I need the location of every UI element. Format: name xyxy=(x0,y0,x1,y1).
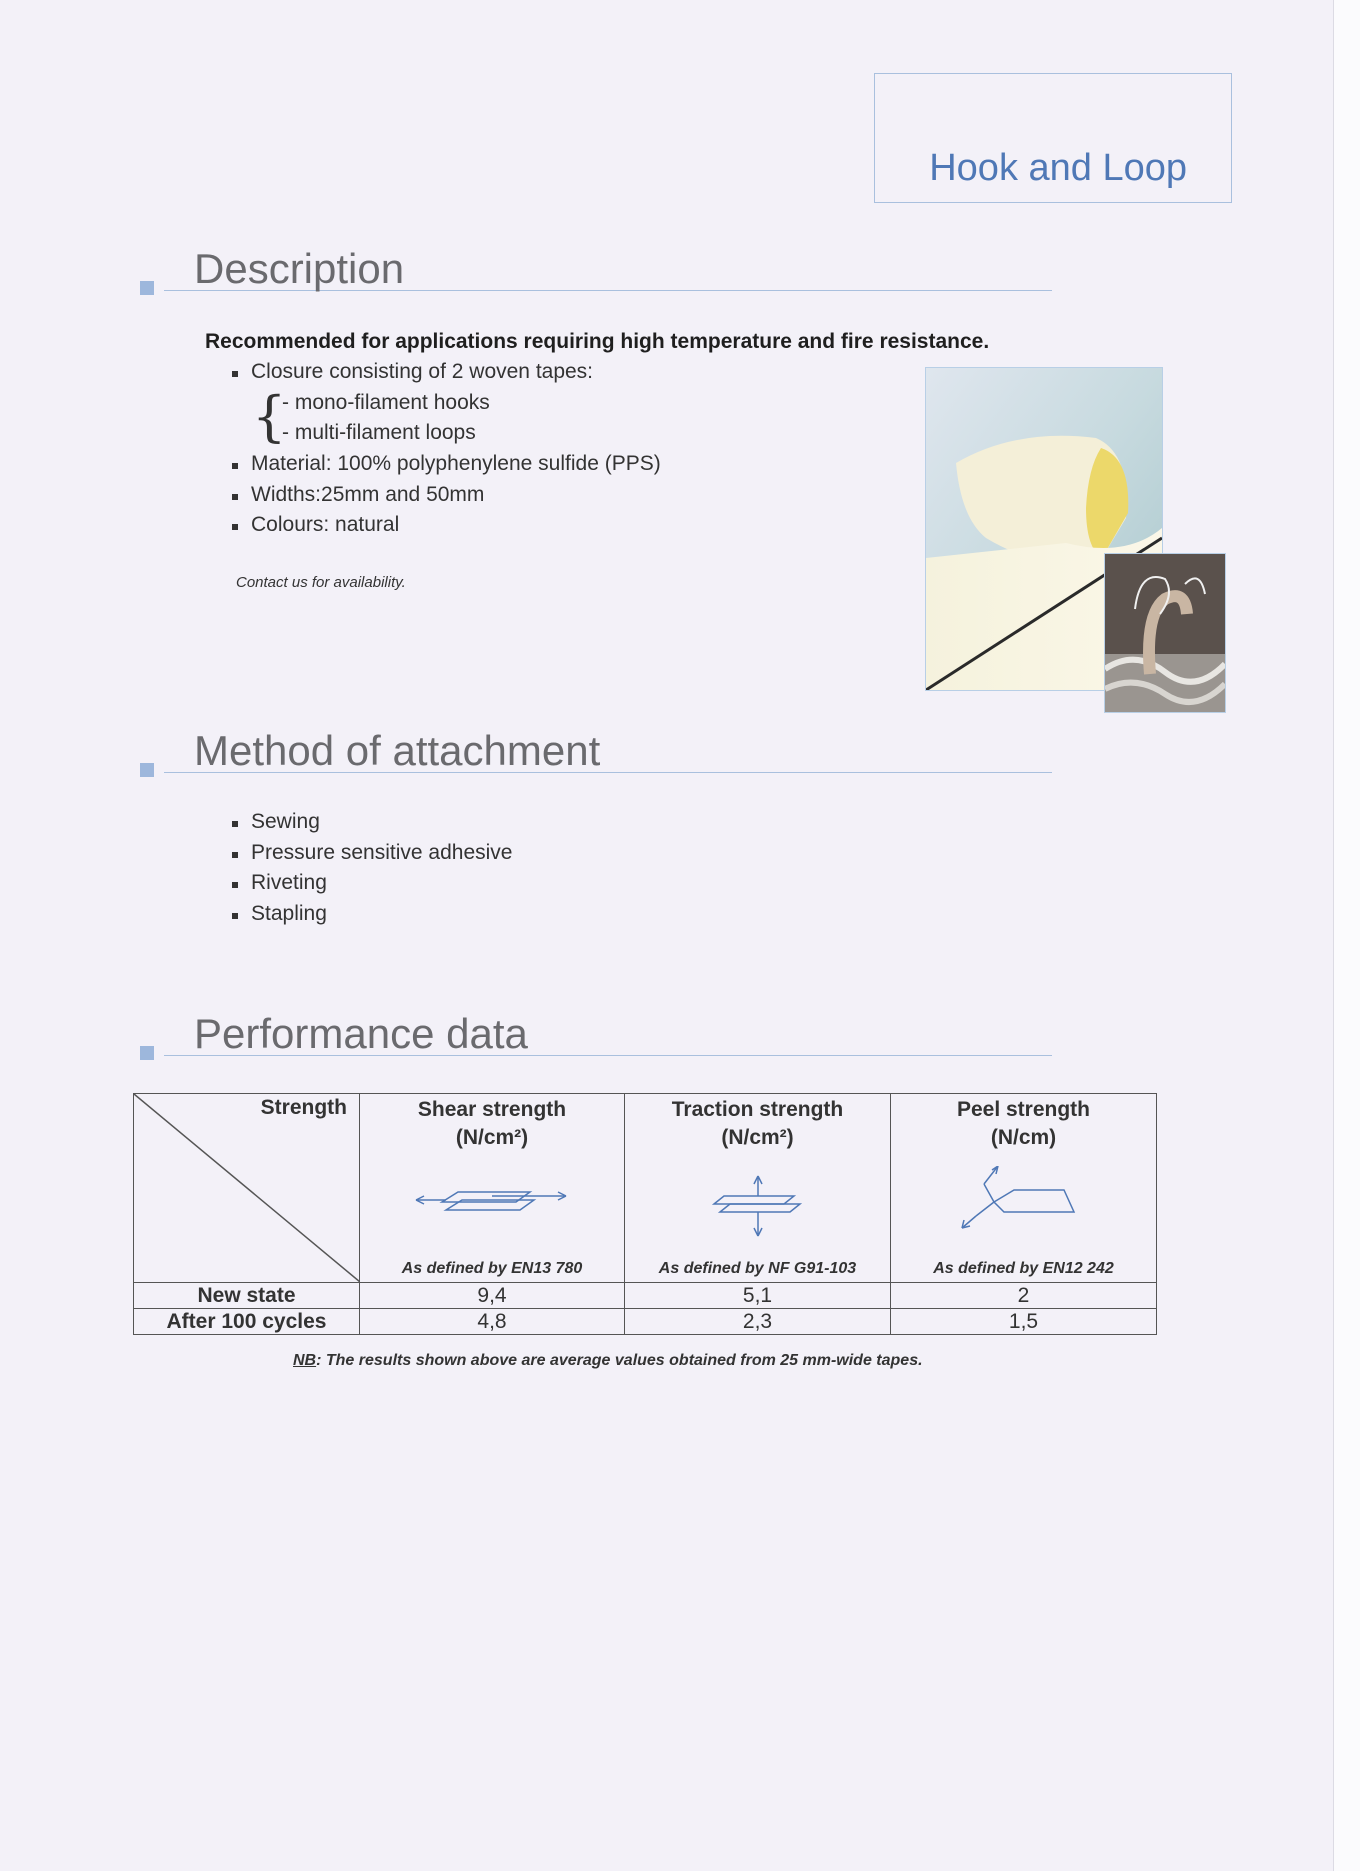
hook-closeup-photo xyxy=(1104,553,1226,713)
row-label: After 100 cycles xyxy=(134,1309,360,1335)
traction-test-icon xyxy=(698,1174,818,1238)
description-lead: Recommended for applications requiring high temperature and fire resistance. xyxy=(205,330,990,353)
diagonal-line xyxy=(134,1094,360,1282)
attachment-list xyxy=(230,810,512,932)
list-item: Closure consisting of 2 woven tapes: xyxy=(230,360,593,391)
table-cell: 9,4 xyxy=(360,1283,625,1309)
list-item: Pressure sensitive adhesive xyxy=(230,841,512,872)
footnote-text: : The results shown above are average values obtained from 25 mm-wide tapes. xyxy=(316,1352,923,1369)
list-item: Colours: natural xyxy=(230,513,661,544)
page-edge xyxy=(1333,0,1360,1871)
description-heading-text: Description xyxy=(194,245,405,292)
column-title: Shear strength xyxy=(417,1098,567,1121)
column-header-peel xyxy=(891,1094,1157,1283)
column-unit: (N/cm²) xyxy=(455,1126,529,1149)
table-cell: 2 xyxy=(891,1283,1157,1309)
column-title: Peel strength xyxy=(956,1098,1091,1121)
contact-note: Contact us for availability. xyxy=(236,574,406,591)
table-cell: 4,8 xyxy=(360,1309,625,1335)
section-marker xyxy=(140,763,154,777)
column-definition: As defined by EN12 242 xyxy=(933,1260,1114,1277)
attachment-heading-text: Method of attachment xyxy=(194,727,601,774)
sub-item: - multi-filament loops xyxy=(282,421,476,444)
list-item: Sewing xyxy=(230,810,512,841)
title-box xyxy=(874,73,1232,203)
column-unit: (N/cm²) xyxy=(721,1126,794,1149)
corner-label: Strength xyxy=(260,1096,347,1119)
column-definition: As defined by NF G91-103 xyxy=(658,1260,857,1277)
table-header-row xyxy=(134,1094,1157,1283)
performance-heading-text: Performance data xyxy=(194,1010,528,1057)
footnote xyxy=(293,1352,923,1370)
list-item: Widths:25mm and 50mm xyxy=(230,483,661,514)
footnote-prefix: NB xyxy=(293,1352,317,1369)
corner-cell xyxy=(134,1094,360,1283)
description-list-2 xyxy=(230,452,661,544)
list-item: Material: 100% polyphenylene sulfide (PPS) xyxy=(230,452,661,483)
column-unit: (N/cm) xyxy=(990,1126,1057,1149)
attachment-heading xyxy=(140,727,1052,779)
section-marker xyxy=(140,281,154,295)
performance-heading xyxy=(140,1010,1052,1062)
table-row xyxy=(134,1309,1157,1335)
shear-test-icon xyxy=(412,1174,572,1224)
section-marker xyxy=(140,1046,154,1060)
performance-table xyxy=(133,1093,1157,1335)
list-item: Stapling xyxy=(230,902,512,933)
column-definition: As defined by EN13 780 xyxy=(401,1260,583,1277)
table-cell: 5,1 xyxy=(625,1283,891,1309)
table-cell: 1,5 xyxy=(891,1309,1157,1335)
column-header-shear xyxy=(360,1094,625,1283)
table-cell: 2,3 xyxy=(625,1309,891,1335)
brace-icon: { xyxy=(252,385,287,448)
table-row xyxy=(134,1283,1157,1309)
row-label: New state xyxy=(134,1283,360,1309)
column-header-traction xyxy=(625,1094,891,1283)
list-item: Riveting xyxy=(230,871,512,902)
description-heading xyxy=(140,245,1052,297)
column-title: Traction strength xyxy=(671,1098,844,1121)
page-title: Hook and Loop xyxy=(929,147,1187,189)
sub-item: - mono-filament hooks xyxy=(282,391,490,414)
peel-test-icon xyxy=(954,1166,1094,1236)
